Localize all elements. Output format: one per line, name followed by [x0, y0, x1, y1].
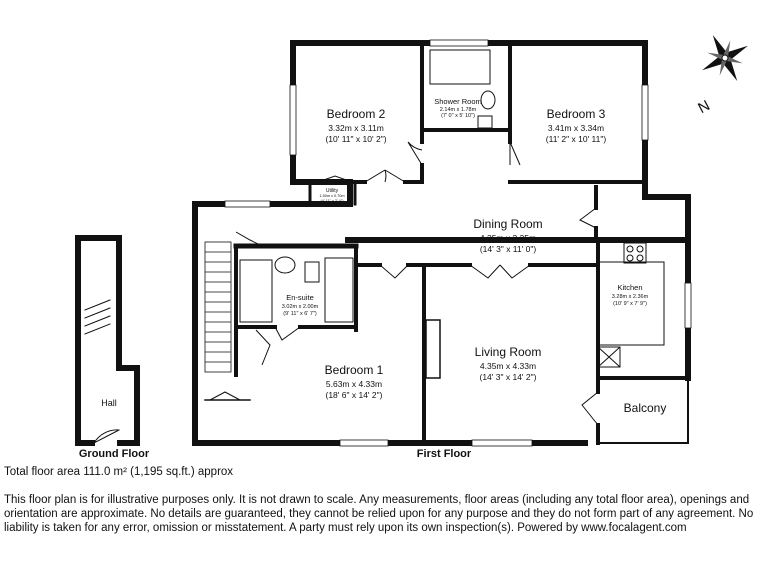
stairs: [205, 242, 231, 372]
fireplace: [426, 320, 440, 378]
room-dimensions-imperial: (18' 6" x 14' 2"): [325, 390, 383, 400]
room-dimensions-imperial: (14' 3" x 14' 2"): [479, 372, 537, 382]
shower-tray: [430, 50, 490, 84]
compass-rose-icon: [690, 23, 760, 93]
room-name: Shower Room: [434, 97, 482, 106]
stairs-frame: [205, 242, 231, 372]
hall-wall-right: [89, 238, 137, 443]
floor-label-first: First Floor: [416, 448, 472, 460]
ground-floor-plan: [78, 238, 137, 443]
room-dimensions-metric: 3.32m x 3.11m: [328, 123, 384, 133]
kitchen-hob-ring: [627, 246, 633, 252]
room-dimensions-imperial: (14' 3" x 11' 0"): [479, 244, 537, 254]
ensuite-basin: [275, 257, 295, 273]
kitchen-hob-ring: [637, 255, 643, 261]
room-name: Hall: [101, 398, 117, 408]
window-bed1-top: [225, 201, 270, 207]
room-name: Utility: [325, 188, 339, 194]
disclaimer-text: This floor plan is for illustrative purposes only. It is not drawn to scale. Any measurements, floor areas (including any total floor area), openings and orientation are approximate. No details are guaranteed, they cannot be relied upon for any purpose and they do not form part of any agreement. No liability is taken for any error, omission or misstatement. A party must rely upon its own inspection(s). Powered by www.focalagent.com: [4, 494, 754, 534]
room-name: Dining Room: [473, 217, 543, 231]
floor-label-ground: Ground Floor: [78, 448, 150, 460]
door-bed2: [365, 170, 405, 182]
door-balcony: [582, 392, 598, 425]
window-bed3: [642, 85, 648, 140]
ensuite-toilet: [305, 262, 319, 282]
room-dimensions-imperial: (9' 11" x 6' 7"): [283, 311, 317, 317]
room-dimensions-metric: 4.35m x 4.33m: [479, 361, 537, 371]
hall-wall-outer: [78, 238, 92, 443]
room-dimensions-imperial: (4' 11" x 2' 4"): [320, 199, 344, 203]
room-labels: [79, 97, 666, 460]
window-kitchen: [685, 283, 691, 328]
room-name: Bedroom 2: [326, 107, 386, 121]
room-name: Bedroom 3: [546, 107, 606, 121]
kitchen-appliance-cross: [598, 347, 620, 367]
room-dimensions-metric: 5.63m x 4.33m: [325, 379, 383, 389]
window-bed2: [290, 85, 296, 155]
shower-toilet: [478, 116, 492, 128]
room-dimensions-imperial: (11' 2" x 10' 11"): [545, 134, 607, 144]
room-dimensions-metric: 3.28m x 2.36m: [611, 294, 649, 300]
room-name: Balcony: [623, 401, 667, 415]
room-dimensions-imperial: (10' 9" x 7' 9"): [613, 301, 647, 307]
door-bed1: [380, 265, 408, 278]
room-name: Living Room: [474, 345, 542, 359]
room-dimensions-metric: 3.41m x 3.34m: [547, 123, 605, 133]
doors: [210, 142, 598, 425]
door-wardrobe: [210, 392, 240, 400]
room-name: En-suite: [286, 293, 314, 302]
door-shower: [408, 142, 422, 165]
ensuite-bath: [325, 258, 353, 322]
door-bed3: [510, 142, 520, 165]
room-dimensions-metric: 1.50m x 0.70m: [319, 194, 345, 198]
total-floor-area: Total floor area 111.0 m² (1,195 sq.ft.) approx: [4, 466, 234, 478]
room-dimensions-metric: 3.02m x 2.00m: [281, 304, 319, 310]
door-bed1-side: [256, 330, 270, 365]
ensuite-shower: [240, 260, 272, 322]
shower-basin: [481, 91, 495, 109]
stairs-treads: [205, 252, 231, 362]
hall-stairs: [85, 300, 110, 334]
kitchen-hob-ring: [637, 246, 643, 252]
compass-north-label: N: [695, 97, 713, 118]
hall-door: [94, 430, 119, 443]
kitchen-hob-ring: [627, 255, 633, 261]
door-kitchen: [580, 208, 596, 228]
door-ensuite: [275, 327, 300, 340]
room-dimensions-metric: 2.14m x 1.78m: [439, 107, 477, 113]
window-living: [472, 440, 532, 446]
room-dimensions-imperial: (7' 0" x 5' 10"): [441, 113, 475, 119]
door-dining-living: [470, 265, 530, 278]
room-name: Bedroom 1: [324, 363, 384, 377]
room-dimensions-imperial: (10' 11" x 10' 2"): [325, 134, 387, 144]
window-bed1-bottom: [340, 440, 388, 446]
room-dimensions-metric: 4.35m x 3.35m: [479, 233, 537, 243]
window-shower: [430, 40, 488, 46]
room-name: Kitchen: [617, 283, 643, 292]
